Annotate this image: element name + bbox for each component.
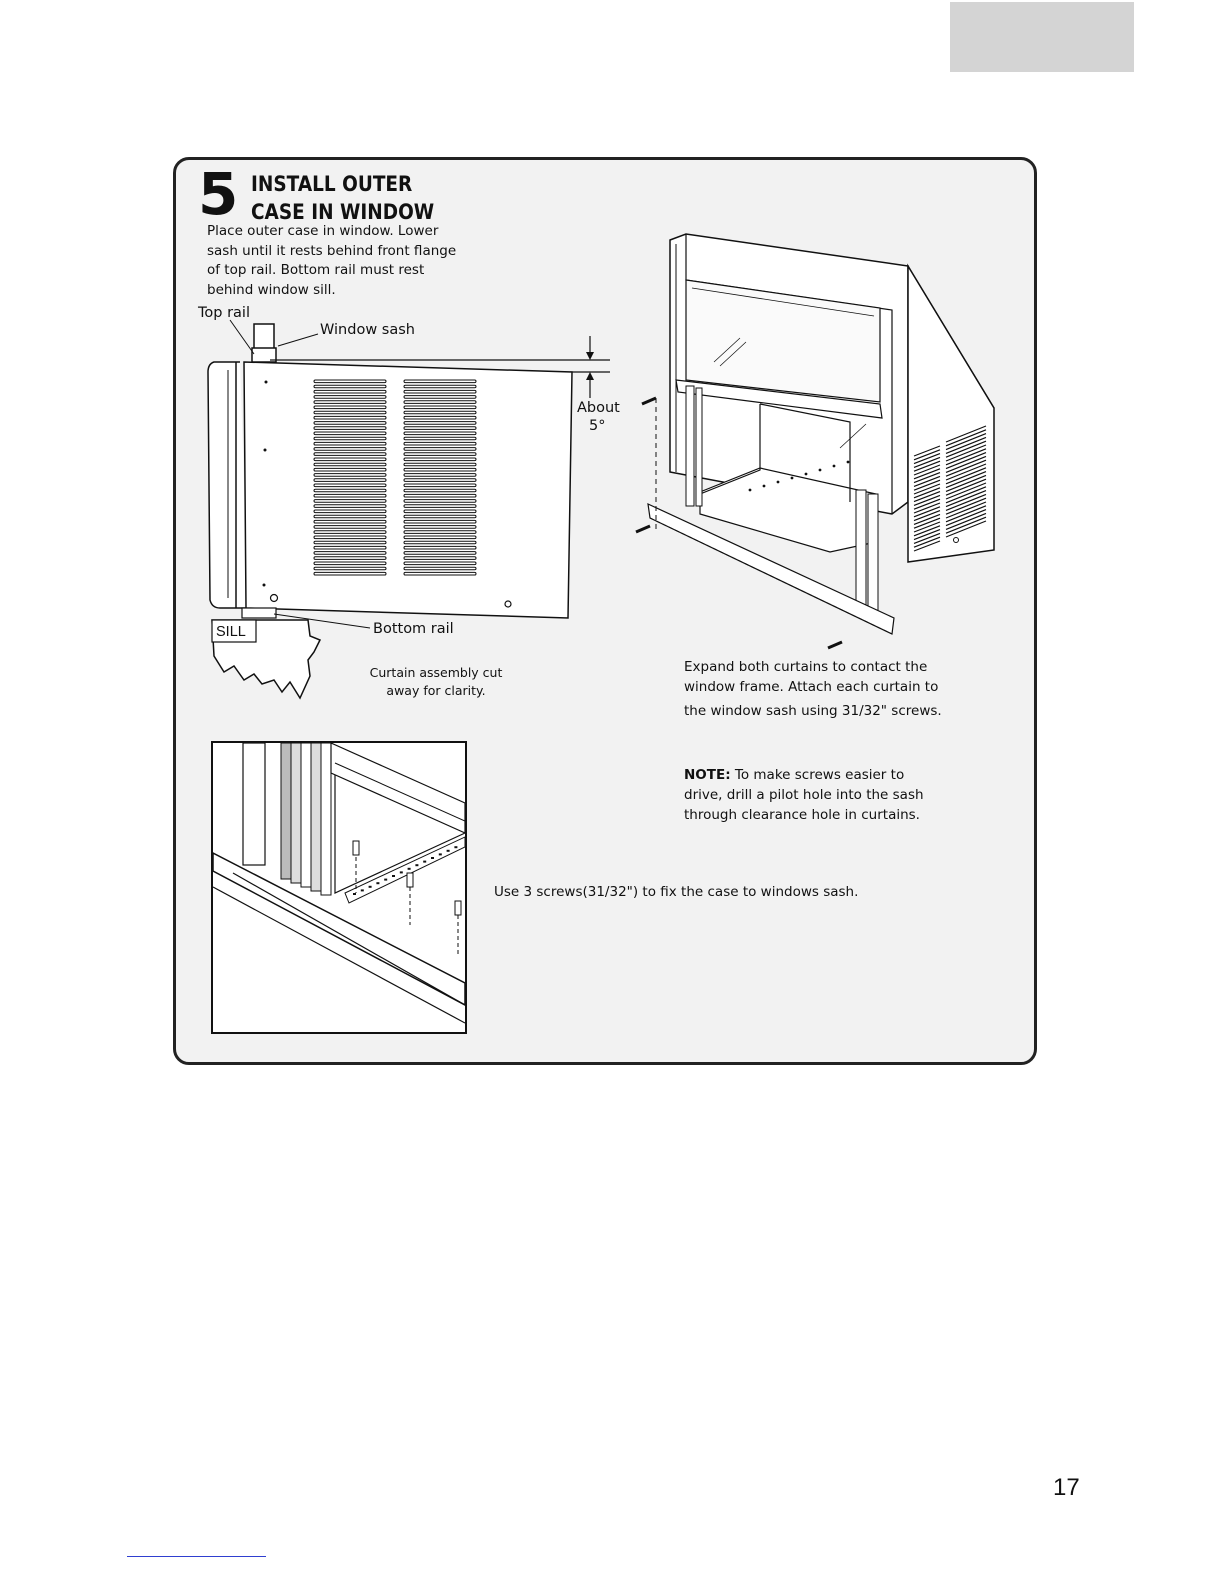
note-heading: NOTE: bbox=[684, 767, 731, 783]
label-about: About bbox=[577, 400, 620, 416]
step-number: 5 bbox=[198, 160, 237, 228]
label-top-rail: Top rail bbox=[198, 305, 250, 321]
screw-instruction: Use 3 screws(31/32") to fix the case to windows sash. bbox=[494, 884, 859, 900]
curtain-instruction-line: window frame. Attach each curtain to bbox=[684, 679, 939, 695]
note-first-line bbox=[684, 765, 924, 785]
curtain-instruction-line: Expand both curtains to contact the bbox=[684, 659, 928, 675]
footer-link-underline bbox=[127, 1556, 266, 1557]
curtain-instruction bbox=[684, 657, 942, 721]
screw-icon bbox=[642, 398, 656, 404]
screw-icon bbox=[636, 526, 650, 532]
section-tab-marker bbox=[950, 2, 1134, 72]
note-block bbox=[684, 765, 924, 825]
label-window-sash: Window sash bbox=[320, 322, 415, 338]
curtain-instruction-line: the window sash using 31/32" screws. bbox=[684, 703, 942, 719]
note-line: through clearance hole in curtains. bbox=[684, 807, 920, 823]
screw-icon bbox=[407, 873, 413, 925]
intro-line: of top rail. Bottom rail must rest bbox=[207, 262, 425, 278]
inset-detail-frame bbox=[211, 741, 467, 1034]
cutaway-note-line: Curtain assembly cut bbox=[369, 665, 503, 680]
intro-line: sash until it rests behind front flange bbox=[207, 242, 457, 259]
isometric-window-illustration bbox=[630, 232, 1000, 652]
cutaway-note bbox=[352, 664, 520, 700]
inset-detail-illustration bbox=[213, 743, 465, 1032]
screw-icon bbox=[455, 901, 461, 955]
label-sill: SILL bbox=[216, 624, 246, 640]
step-title-line1: INSTALL OUTER bbox=[251, 172, 413, 196]
page-number: 17 bbox=[1053, 1474, 1080, 1501]
intro-line: behind window sill. bbox=[207, 281, 336, 298]
label-angle: 5° bbox=[589, 418, 606, 434]
cutaway-note-line: away for clarity. bbox=[386, 683, 486, 698]
screw-icon bbox=[353, 841, 359, 893]
step-title bbox=[251, 170, 434, 226]
step-intro bbox=[207, 222, 467, 300]
step-title-line2: CASE IN WINDOW bbox=[251, 200, 435, 224]
note-line: To make screws easier to bbox=[730, 767, 905, 783]
note-line: drive, drill a pilot hole into the sash bbox=[684, 787, 924, 803]
label-bottom-rail: Bottom rail bbox=[373, 621, 454, 637]
side-view-illustration bbox=[190, 300, 630, 720]
screw-icon bbox=[828, 642, 842, 648]
intro-line: Place outer case in window. Lower bbox=[207, 223, 439, 239]
